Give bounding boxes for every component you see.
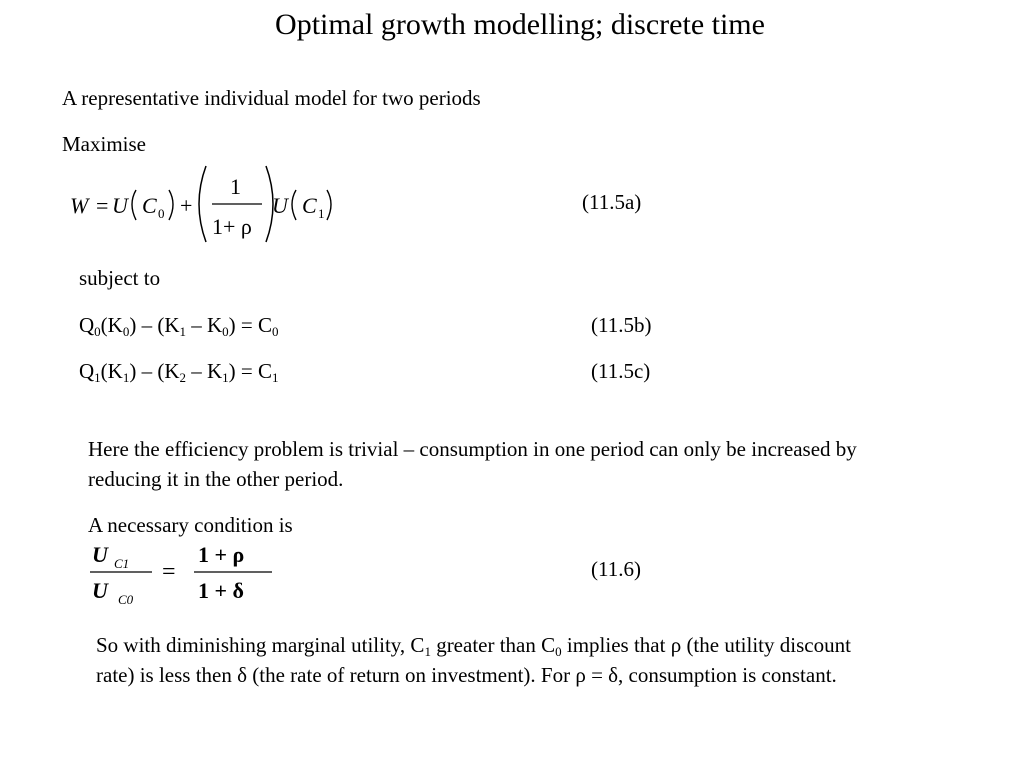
welfare-symbol: W xyxy=(70,193,89,218)
right-paren xyxy=(169,190,173,220)
welfare-equation xyxy=(66,158,346,253)
big-left-paren xyxy=(199,166,206,242)
rhs-denominator: 1 + δ xyxy=(198,578,244,603)
fraction-numerator: 1 xyxy=(230,174,241,199)
constraint-11-5b: $Q_0(K_0) - (K_1 - K_0) = C_0$ xyxy=(79,313,279,339)
consumption-subscript-2: 1 xyxy=(318,206,325,221)
equation-label-11-5b: (11.5b) xyxy=(591,313,652,337)
consumption-symbol: C xyxy=(142,193,157,218)
consumption-subscript: 0 xyxy=(158,206,165,221)
subject-to-label: subject to xyxy=(79,266,161,290)
constraint-11-5c: $Q_1(K_1) - (K_2 - K_1) = C_1$ xyxy=(79,359,279,385)
left-paren xyxy=(132,190,136,220)
numerator-subscript: C1 xyxy=(114,556,130,571)
condition-equation xyxy=(88,538,288,615)
marginal-utility-numerator: U xyxy=(92,542,108,567)
intro-text: A representative individual model for two periods xyxy=(62,86,481,110)
utility-symbol: U xyxy=(112,193,128,218)
marginal-utility-denominator: U xyxy=(92,578,108,603)
denominator-subscript: C0 xyxy=(118,592,134,607)
consumption-symbol-2: C xyxy=(302,193,317,218)
left-paren-2 xyxy=(292,190,296,220)
plus-sign: + xyxy=(180,193,193,218)
conclusion-paragraph: So with diminishing marginal utility, $C_1$ greater than $C_0$ implies that ρ (the utility discount rate) is less then δ (the rate of return on investment). For ρ = δ, consumption is constant. xyxy=(96,633,851,687)
maximise-label: Maximise xyxy=(62,132,146,156)
right-paren-2 xyxy=(327,190,331,220)
equation-label-11-5c: (11.5c) xyxy=(591,359,651,383)
equals-sign-2: = xyxy=(162,559,176,585)
page-title: Optimal growth modelling; discrete time xyxy=(275,8,765,41)
efficiency-paragraph: Here the efficiency problem is trivial – consumption in one period can only be increased by reducing it in the other period. xyxy=(88,437,857,491)
fraction-denominator: 1+ ρ xyxy=(212,214,252,239)
equation-label-11-6: (11.6) xyxy=(591,557,641,581)
rhs-numerator: 1 + ρ xyxy=(198,542,245,567)
utility-symbol-2: U xyxy=(272,193,288,218)
equation-label-11-5a: (11.5a) xyxy=(582,190,642,214)
necessary-condition-label: A necessary condition is xyxy=(88,513,293,537)
equals-sign: = xyxy=(96,193,109,218)
